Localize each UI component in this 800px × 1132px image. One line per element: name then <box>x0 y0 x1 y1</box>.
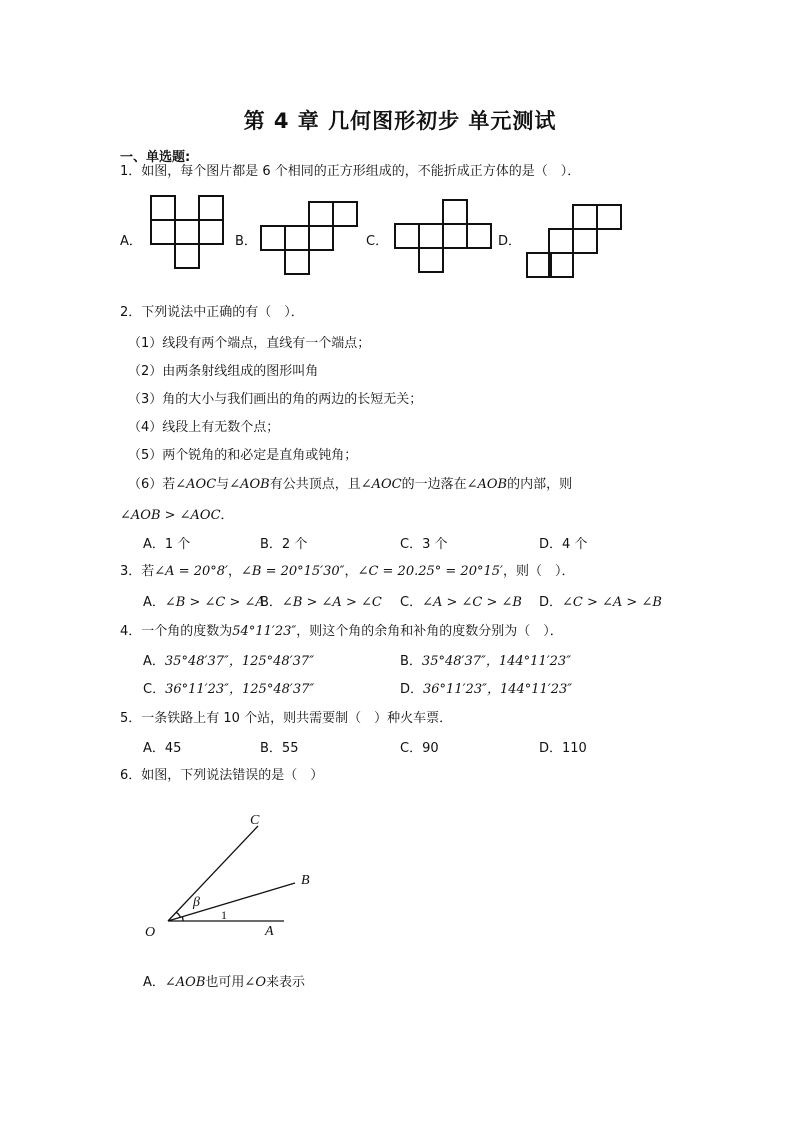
q4-option-a-text: 35°48′37″，125°48′37″ <box>164 654 315 669</box>
angle-aoc: ∠AOC <box>360 477 402 492</box>
q4-option-b-text: 35°48′37″，144°11′23″ <box>421 654 572 669</box>
q2-statement-3: （3）角的大小与我们画出的角的两边的长短无关； <box>128 392 423 407</box>
q3-part-1: 3．若 <box>120 564 155 579</box>
angle-value: 54°11′23″ <box>232 624 297 639</box>
q2-option-c[interactable]: C．3 个 <box>400 537 448 552</box>
q6-option-a[interactable] <box>143 974 305 992</box>
q2-s6-part-c: 有公共顶点，且 <box>269 477 361 492</box>
ray-ob <box>168 883 295 921</box>
q5-option-b[interactable]: B．55 <box>260 741 299 756</box>
q4-option-b-label: B． <box>400 654 422 669</box>
q5-option-d[interactable]: D．110 <box>539 741 587 756</box>
q5-stem: 5．一条铁路上有 10 个站，则共需要制（ ）种火车票． <box>120 711 453 726</box>
angle-aob: ∠AOB <box>164 975 206 990</box>
q2-s6-part-a: （6）若 <box>128 477 176 492</box>
q2-option-b[interactable]: B．2 个 <box>260 537 308 552</box>
q4-option-d-label: D． <box>400 682 424 697</box>
q3-option-a-text: ∠B > ∠C > ∠A <box>164 595 265 610</box>
label-beta: β <box>193 895 200 910</box>
q1-label-c: C． <box>366 234 389 249</box>
q2-s6-part-d: 的一边落在 <box>401 477 467 492</box>
page-title: 第 4 章 几何图形初步 单元测试 <box>243 109 557 133</box>
q3-option-a-label: A． <box>143 595 165 610</box>
q5-option-c[interactable]: C．90 <box>400 741 439 756</box>
q3-option-c-text: ∠A > ∠C > ∠B <box>422 595 522 610</box>
q4-option-d-text: 36°11′23″，144°11′23″ <box>423 682 573 697</box>
q3-option-d-text: ∠C > ∠A > ∠B <box>562 595 662 610</box>
q1-label-b: B． <box>235 234 257 249</box>
q3-option-d-label: D． <box>539 595 563 610</box>
q2-option-d[interactable]: D．4 个 <box>539 537 588 552</box>
label-c: C <box>250 813 260 828</box>
q2-statement-1: （1）线段有两个端点，直线有一个端点； <box>128 336 371 351</box>
angle-c-value: ∠C = 20.25° = 20°15′ <box>357 564 503 579</box>
q3-option-b-label: B． <box>260 595 282 610</box>
label-b: B <box>301 873 310 888</box>
angle-a-value: ∠A = 20°8′ <box>154 564 228 579</box>
label-1: 1 <box>221 908 227 922</box>
q4-part-1: 4．一个角的度数为 <box>120 624 233 639</box>
q3-part-3: ， <box>344 564 358 579</box>
angle-o: ∠O <box>244 975 266 990</box>
arc-angle-1 <box>182 917 183 921</box>
q6-option-a-part-3: 来表示 <box>265 975 305 990</box>
q3-part-4: ，则（ ）． <box>502 564 575 579</box>
q3-option-c-label: C． <box>400 595 423 610</box>
angle-aob: ∠AOB <box>466 477 508 492</box>
q6-stem: 6．如图，下列说法错误的是（ ） <box>120 768 324 783</box>
angle-comparison: ∠AOB > ∠AOC <box>120 508 221 523</box>
q2-statement-5: （5）两个锐角的和必定是直角或钝角； <box>128 448 358 463</box>
q1-label-a: A． <box>120 234 142 249</box>
q2-statement-2: （2）由两条射线组成的图形叫角 <box>128 364 319 379</box>
label-o: O <box>145 925 156 940</box>
q3-option-b-text: ∠B > ∠A > ∠C <box>281 595 382 610</box>
section-heading: 一、单选题: <box>120 150 191 165</box>
q3-part-2: ， <box>227 564 241 579</box>
q2-statement-4: （4）线段上有无数个点； <box>128 420 280 435</box>
angle-b-value: ∠B = 20°15′30″ <box>241 564 345 579</box>
arc-angle-beta <box>176 912 180 917</box>
q5-option-a[interactable]: A．45 <box>143 741 182 756</box>
angle-aoc: ∠AOC <box>175 477 217 492</box>
angle-aob: ∠AOB <box>229 477 270 492</box>
q6-option-a-part-2: 也可用 <box>205 975 245 990</box>
q4-part-2: ，则这个角的余角和补角的度数分别为（ ）． <box>296 624 563 639</box>
q6-option-a-label: A． <box>143 975 165 990</box>
q2-option-a[interactable]: A．1 个 <box>143 537 191 552</box>
label-a: A <box>265 924 274 939</box>
q2-stem: 2．下列说法中正确的有（ ）． <box>120 305 304 320</box>
q4-option-a-label: A． <box>143 654 165 669</box>
q2-s6-part-b: 与 <box>216 477 230 492</box>
q1-label-d: D． <box>498 234 522 249</box>
q2-s6-end: ． <box>220 508 234 523</box>
ray-oc <box>168 826 258 921</box>
q2-s6-part-e: 的内部，则 <box>507 477 573 492</box>
q1-stem: 1．如图，每个图片都是 6 个相同的正方形组成的，不能折成正方体的是（ ）． <box>120 164 581 179</box>
q4-option-c-label: C． <box>143 682 166 697</box>
q4-option-c-text: 36°11′23″，125°48′37″ <box>165 682 315 697</box>
